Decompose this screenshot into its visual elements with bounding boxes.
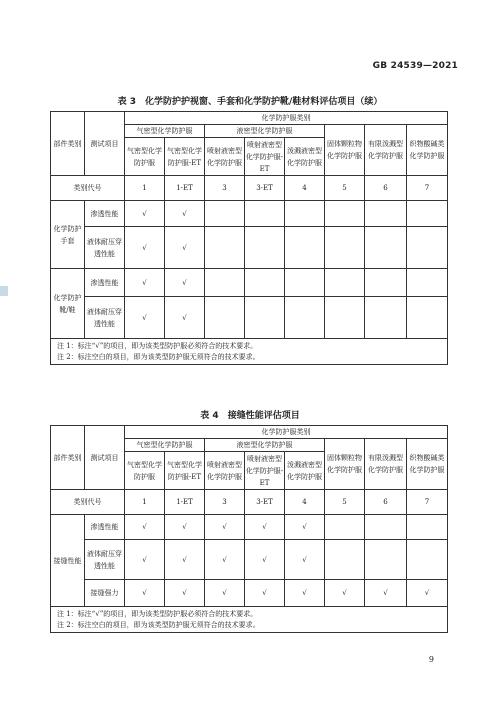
col-header: 泼溅液密型化学防护服 [285,138,325,176]
check-mark: √ [125,227,165,269]
check-mark: √ [165,580,205,607]
page-number: 9 [428,655,434,664]
check-mark: √ [125,540,165,580]
check-mark: √ [205,515,245,540]
h-liquid: 液密型化学防护服 [205,439,325,452]
h-suit-category: 化学防护服类别 [125,426,448,439]
note: 注 2：标注空白的项目，即为该类型防护服无须符合的技术要求。 [57,620,260,629]
table4-notes [51,607,448,633]
code: 3-ET [245,176,285,201]
h-category: 部件类别 [51,112,85,176]
code: 3 [205,176,245,201]
col-header: 气密型化学防护服-ET [165,138,205,176]
h-item: 测试项目 [85,112,125,176]
check-mark: √ [125,297,165,339]
row-label: 渗透性能 [85,269,125,297]
col-header: 喷射液密型化学防护服-ET [245,452,285,490]
col-header: 固体颗粒物化学防护服 [325,125,365,176]
check-mark: √ [285,515,325,540]
check-mark: √ [165,269,205,297]
note: 注 1：标注“√”的项目，即为该类型防护服必须符合的技术要求。 [57,341,258,350]
row-label: 液体耐压穿透性能 [85,540,125,580]
group-gloves: 化学防护手套 [51,201,85,269]
row-label: 接缝强力 [85,580,125,607]
code: 1 [125,490,165,515]
code: 7 [407,490,448,515]
table4 [50,425,448,633]
h-gas: 气密型化学防护服 [125,125,205,138]
check-mark: √ [285,540,325,580]
check-mark: √ [125,269,165,297]
table3 [50,111,448,365]
check-mark: √ [285,580,325,607]
col-header: 有限泼溅型化学防护服 [365,439,407,490]
check-mark: √ [165,297,205,339]
col-header: 气密型化学防护服-ET [165,452,205,490]
code: 6 [365,176,407,201]
code: 1 [125,176,165,201]
row-label: 渗透性能 [85,515,125,540]
group-boots: 化学防护靴/鞋 [51,269,85,339]
check-mark: √ [325,580,365,607]
code: 5 [325,176,365,201]
check-mark: √ [245,540,285,580]
table3-caption: 表 3 化学防护护视窗、手套和化学防护靴/鞋材料评估项目（续） [117,97,383,107]
row-label: 液体耐压穿透性能 [85,297,125,339]
check-mark: √ [407,580,448,607]
row-label: 液体耐压穿透性能 [85,227,125,269]
check-mark: √ [165,201,205,227]
group-seams: 接缝性能 [51,515,85,607]
check-mark: √ [205,580,245,607]
code: 5 [325,490,365,515]
h-item: 测试项目 [85,426,125,490]
col-header: 有限泼溅型化学防护服 [365,125,407,176]
note: 注 1：标注“√”的项目，即为该类型防护服必须符合的技术要求。 [57,609,258,618]
col-header: 喷射液密型化学防护服 [205,452,245,490]
h-suit-category: 化学防护服类别 [125,112,448,125]
col-header: 气密型化学防护服 [125,452,165,490]
check-mark: √ [125,580,165,607]
check-mark: √ [165,540,205,580]
col-header: 喷射液密型化学防护服 [205,138,245,176]
code: 6 [365,490,407,515]
check-mark: √ [125,515,165,540]
standard-number: GB 24539—2021 [372,61,458,71]
code: 4 [285,176,325,201]
col-header: 气密型化学防护服 [125,138,165,176]
code: 4 [285,490,325,515]
code-label: 类别代号 [51,490,125,515]
h-liquid: 液密型化学防护服 [205,125,325,138]
table3-notes [51,339,448,365]
code: 3-ET [245,490,285,515]
col-header: 泼溅液密型化学防护服 [285,452,325,490]
table4-caption: 表 4 接缝性能评估项目 [200,411,300,421]
check-mark: √ [125,201,165,227]
check-mark: √ [365,580,407,607]
col-header: 固体颗粒物化学防护服 [325,439,365,490]
code: 7 [407,176,448,201]
check-mark: √ [165,227,205,269]
check-mark: √ [165,515,205,540]
h-gas: 气密型化学防护服 [125,439,205,452]
col-header: 织物酸碱类化学防护服 [407,439,448,490]
col-header: 织物酸碱类化学防护服 [407,125,448,176]
note: 注 2：标注空白的项目，即为该类型防护服无须符合的技术要求。 [57,352,260,361]
h-category: 部件类别 [51,426,85,490]
check-mark: √ [205,540,245,580]
row-label: 渗透性能 [85,201,125,227]
check-mark: √ [245,580,285,607]
side-marker [0,286,8,296]
code: 1-ET [165,176,205,201]
code: 3 [205,490,245,515]
check-mark: √ [245,515,285,540]
col-header: 喷射液密型化学防护服-ET [245,138,285,176]
code: 1-ET [165,490,205,515]
code-label: 类别代号 [51,176,125,201]
